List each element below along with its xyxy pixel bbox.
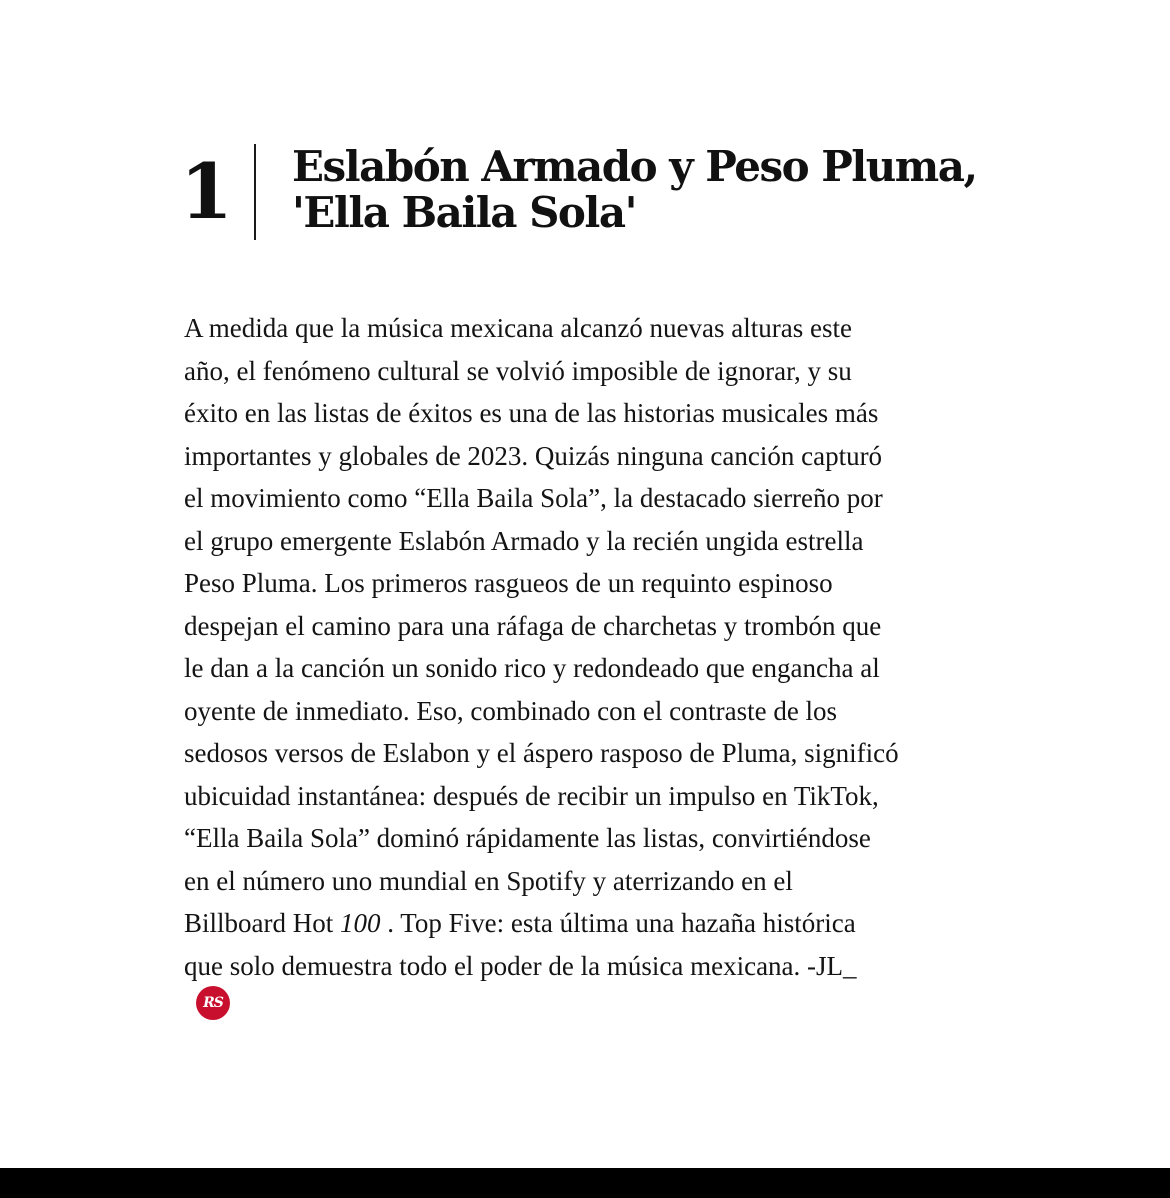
body-line: que solo demuestra todo el poder de la música mexicana. -JL_: [184, 950, 857, 981]
vertical-divider: [254, 144, 256, 240]
body-line: despejan el camino para una ráfaga de charchetas y trombón que: [184, 610, 882, 641]
entry-body: [184, 307, 1014, 987]
body-italic-run: 100: [340, 908, 381, 938]
rolling-stone-logo-icon: RS: [196, 986, 230, 1020]
bottom-bar: [0, 1168, 1170, 1198]
body-line: sedosos versos de Eslabon y el áspero rasposo de Pluma, significó: [184, 738, 899, 768]
body-line: año, el fenómeno cultural se volvió imposible de ignorar, y su: [184, 355, 852, 386]
rank-number: 1: [180, 147, 231, 236]
body-line: éxito en las listas de éxitos es una de las historias musicales más: [184, 398, 879, 428]
body-text-run: Billboard Hot: [184, 908, 340, 938]
title-line: Eslabón Armado y Peso Pluma,: [292, 142, 977, 191]
body-line: “Ella Baila Sola” dominó rápidamente las listas, convirtiéndose: [184, 823, 871, 853]
entry-title: [292, 144, 1012, 236]
body-line: ubicuidad instantánea: después de recibir un impulso en TikTok,: [184, 780, 879, 811]
body-line: Peso Pluma. Los primeros rasgueos de un requinto espinoso: [184, 568, 833, 598]
body-line: en el número uno mundial en Spotify y aterrizando en el: [184, 865, 793, 896]
entry-header: [180, 142, 1000, 242]
body-line: el movimiento como “Ella Baila Sola”, la destacado sierreño por: [184, 483, 883, 513]
body-line: importantes y globales de 2023. Quizás ninguna canción capturó: [184, 440, 883, 471]
body-line: el grupo emergente Eslabón Armado y la recién ungida estrella: [184, 525, 864, 556]
title-line: 'Ella Baila Sola': [292, 188, 636, 237]
body-line: A medida que la música mexicana alcanzó nuevas alturas este: [184, 313, 852, 343]
body-line: le dan a la canción un sonido rico y redondeado que engancha al: [184, 653, 880, 683]
body-text-run: . Top Five: esta última una hazaña histórica: [380, 908, 856, 938]
body-line: oyente de inmediato. Eso, combinado con el contraste de los: [184, 695, 838, 726]
body-line: [184, 902, 1014, 945]
